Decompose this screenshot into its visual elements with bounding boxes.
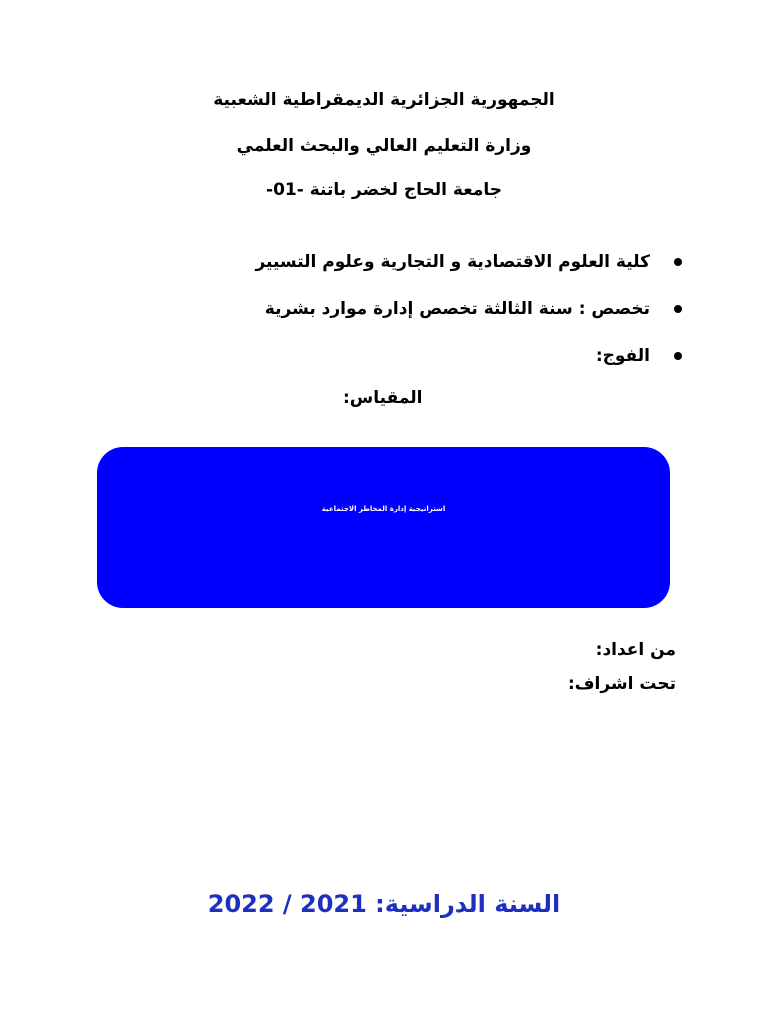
- list-item: [255, 342, 682, 389]
- academic-year: السنة الدراسية: 2021 / 2022: [207, 890, 561, 918]
- specialty-text: تخصص : سنة الثالثة تخصص إدارة موارد بشرية: [264, 299, 650, 319]
- list-item: [255, 295, 682, 342]
- research-title: استراتيجية إدارة المخاطر الاجتماعية: [321, 505, 446, 513]
- bullet-icon: [674, 352, 682, 360]
- faculty-text: كلية العلوم الاقتصادية و التجارية وعلوم التسيير: [255, 252, 650, 272]
- details-list: [255, 248, 682, 389]
- republic-title: الجمهورية الجزائرية الديمقراطية الشعبية: [213, 90, 555, 110]
- group-text: الفوج:: [595, 346, 650, 366]
- module-label: المقياس:: [343, 388, 423, 408]
- title-banner: [97, 447, 670, 608]
- bullet-icon: [674, 305, 682, 313]
- university-title: جامعة الحاج لخضر باتنة -01-: [266, 180, 502, 200]
- ministry-title: وزارة التعليم العالي والبحث العلمي: [236, 136, 532, 156]
- prepared-by-label: من اعداد:: [595, 640, 676, 660]
- list-item: [255, 248, 682, 295]
- bullet-icon: [674, 258, 682, 266]
- supervised-by-label: تحت اشراف:: [567, 674, 676, 694]
